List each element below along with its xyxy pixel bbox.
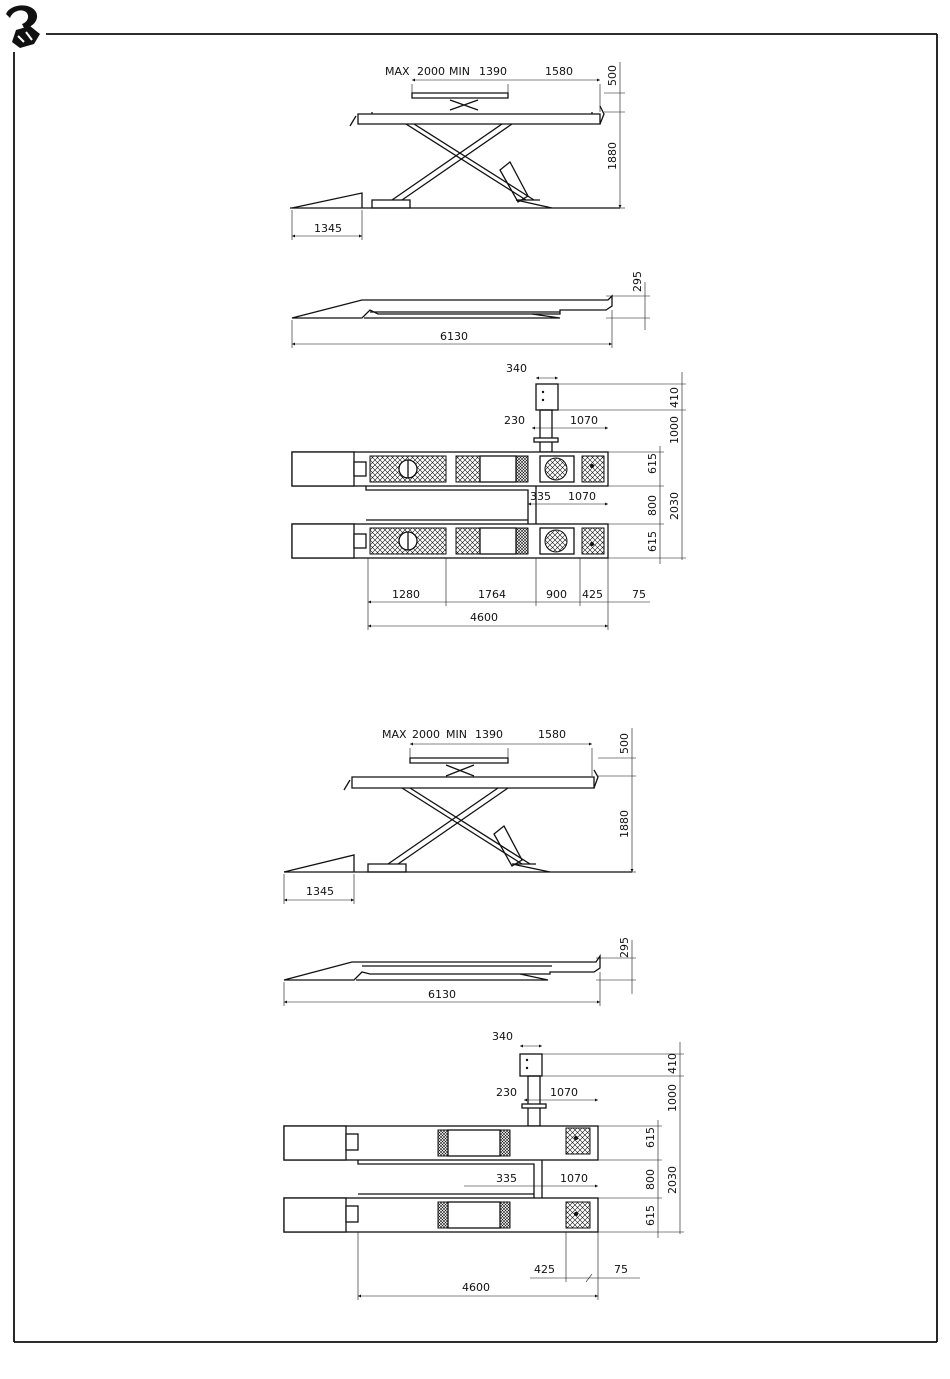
dim-500: 500	[606, 65, 619, 86]
dim-615-b: 615	[646, 531, 659, 552]
dim-1764: 1764	[478, 588, 506, 601]
dim-1345: 1345	[314, 222, 342, 235]
dim-75-lower: 75	[614, 1263, 628, 1276]
upper-side-view	[290, 62, 625, 240]
dim-4600-lower: 4600	[462, 1281, 490, 1294]
dim-335-lower: 335	[496, 1172, 517, 1185]
dim-6130-lower: 6130	[428, 988, 456, 1001]
dim-75: 75	[632, 588, 646, 601]
dim-615-b-lower: 615	[644, 1205, 657, 1226]
dim-340: 340	[506, 362, 527, 375]
dim-615-a-lower: 615	[644, 1127, 657, 1148]
dim-425-lower: 425	[534, 1263, 555, 1276]
dim-800: 800	[646, 495, 659, 516]
label-min-lower: MIN	[446, 728, 467, 741]
dim-410: 410	[668, 387, 681, 408]
dim-1070-top-lower: 1070	[550, 1086, 578, 1099]
dim-1070-mid: 1070	[568, 490, 596, 503]
dim-335: 335	[530, 490, 551, 503]
lower-side-view	[284, 728, 636, 904]
dim-295: 295	[631, 271, 644, 292]
dim-2000: 2000	[417, 65, 445, 78]
dim-410-lower: 410	[666, 1053, 679, 1074]
dim-425: 425	[582, 588, 603, 601]
dim-1880: 1880	[606, 142, 619, 170]
dim-1580-lower: 1580	[538, 728, 566, 741]
upper-top-view	[292, 362, 686, 630]
dim-500-lower: 500	[618, 733, 631, 754]
lower-top-view	[284, 1030, 684, 1300]
dim-1000-lower: 1000	[666, 1084, 679, 1112]
dim-1000: 1000	[668, 416, 681, 444]
dim-1070-top: 1070	[570, 414, 598, 427]
label-max-lower: MAX	[382, 728, 407, 741]
dim-615-a: 615	[646, 453, 659, 474]
dim-2030: 2030	[668, 492, 681, 520]
label-max: MAX	[385, 65, 410, 78]
dim-1880-lower: 1880	[618, 810, 631, 838]
dim-1280: 1280	[392, 588, 420, 601]
dim-230-lower: 230	[496, 1086, 517, 1099]
dim-295-lower: 295	[618, 937, 631, 958]
brand-logo-icon	[6, 5, 40, 48]
upper-front-view	[292, 271, 650, 348]
dim-900: 900	[546, 588, 567, 601]
dim-1580: 1580	[545, 65, 573, 78]
dim-1390-lower: 1390	[475, 728, 503, 741]
dim-1390: 1390	[479, 65, 507, 78]
label-min: MIN	[449, 65, 470, 78]
dim-340-lower: 340	[492, 1030, 513, 1043]
dim-1345-lower: 1345	[306, 885, 334, 898]
dim-2030-lower: 2030	[666, 1166, 679, 1194]
dim-1070-mid-lower: 1070	[560, 1172, 588, 1185]
dim-6130: 6130	[440, 330, 468, 343]
lower-front-view	[284, 937, 636, 1006]
dim-2000-lower: 2000	[412, 728, 440, 741]
dim-800-lower: 800	[644, 1169, 657, 1190]
dim-4600: 4600	[470, 611, 498, 624]
dim-230: 230	[504, 414, 525, 427]
